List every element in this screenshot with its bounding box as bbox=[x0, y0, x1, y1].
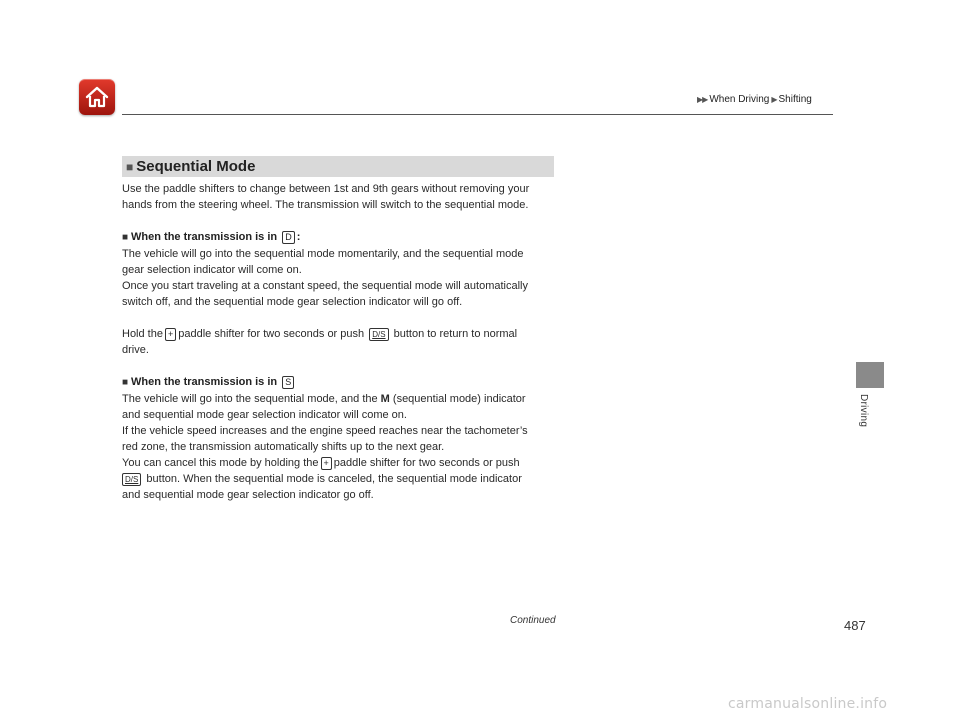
header-divider bbox=[122, 114, 833, 115]
chapter-tab[interactable] bbox=[856, 362, 884, 388]
body-line: D/S button. When the sequential mode is canceled, the sequential mode indicator bbox=[122, 471, 562, 487]
square-bullet-icon: ■ bbox=[122, 377, 129, 388]
s-key-symbol: S bbox=[282, 376, 294, 389]
section-header bbox=[122, 156, 554, 177]
plus-paddle-symbol: + bbox=[165, 328, 176, 341]
breadcrumb-current[interactable]: Shifting bbox=[778, 94, 812, 105]
continued-label: Continued bbox=[510, 615, 556, 626]
subheading-s: ■ When the transmission is in S bbox=[122, 374, 562, 391]
body-line: The vehicle will go into the sequential mode momentarily, and the sequential mode bbox=[122, 248, 524, 260]
body-line: Hold the + paddle shifter for two seconds or push D/S button to return to normal bbox=[122, 328, 518, 340]
breadcrumb bbox=[697, 94, 812, 105]
d-key-symbol: D bbox=[282, 231, 295, 244]
body-line: switch off, and the sequential mode gear selection indicator will go off. bbox=[122, 296, 463, 308]
home-button[interactable] bbox=[79, 79, 115, 115]
body-line: The vehicle will go into the sequential mode, and the M (sequential mode) indicator bbox=[122, 393, 526, 405]
section-title: Sequential Mode bbox=[136, 158, 256, 175]
square-bullet-icon: ■ bbox=[126, 159, 134, 174]
page-content bbox=[122, 181, 562, 503]
subheading-d: ■ When the transmission is in D : bbox=[122, 231, 301, 243]
home-icon bbox=[84, 85, 110, 109]
chapter-label: Driving bbox=[858, 394, 869, 428]
body-line: and sequential mode gear selection indicator will come on. bbox=[122, 409, 407, 421]
body-line: drive. bbox=[122, 344, 149, 356]
body-line: You can cancel this mode by holding the + paddle shifter for two seconds or push bbox=[122, 457, 520, 469]
intro-line: hands from the steering wheel. The transmission will switch to the sequential mode. bbox=[122, 199, 529, 211]
triangle-right-icon: ▶▶ bbox=[697, 95, 708, 104]
body-line: If the vehicle speed increases and the engine speed reaches near the tachometer’s bbox=[122, 425, 528, 437]
body-line: Once you start traveling at a constant speed, the sequential mode will automatically bbox=[122, 280, 529, 292]
plus-paddle-symbol: + bbox=[321, 457, 332, 470]
body-line: gear selection indicator will come on. bbox=[122, 264, 302, 276]
watermark: carmanualsonline.info bbox=[728, 696, 888, 712]
ds-button-symbol: D/S bbox=[122, 473, 141, 486]
breadcrumb-parent[interactable]: When Driving bbox=[709, 94, 770, 105]
page-number: 487 bbox=[844, 618, 866, 633]
triangle-right-icon: ▶ bbox=[771, 95, 777, 104]
body-line: and sequential mode gear selection indicator go off. bbox=[122, 489, 374, 501]
m-indicator-symbol: M bbox=[380, 393, 390, 405]
ds-button-symbol: D/S bbox=[369, 328, 388, 341]
square-bullet-icon: ■ bbox=[122, 232, 129, 243]
body-line: red zone, the transmission automatically shifts up to the next gear. bbox=[122, 441, 445, 453]
intro-line: Use the paddle shifters to change between 1st and 9th gears without removing your bbox=[122, 183, 530, 195]
